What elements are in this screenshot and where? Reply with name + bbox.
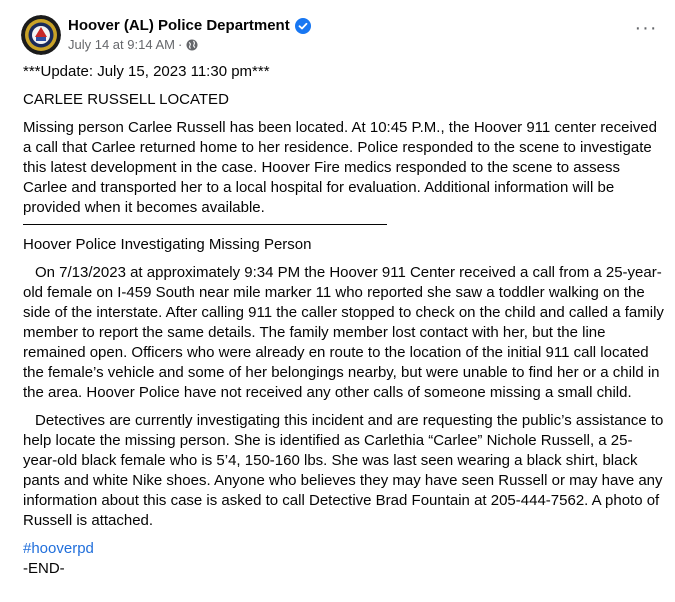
located-heading: CARLEE RUSSELL LOCATED — [23, 91, 229, 108]
page-avatar[interactable] — [21, 15, 61, 55]
hashtag-link[interactable]: #hooverpd — [23, 540, 94, 557]
verified-badge-icon — [295, 18, 311, 34]
police-badge-logo — [21, 15, 61, 55]
paragraph-1: On 7/13/2023 at approximately 9:34 PM the Hoover 911 Center received a call from a 25-year-old female on I-459 South near mile marker 11 who reported she saw a toddler walking on the side of the interstate. After calling 911 the caller stopped to check on the child and called a family member to report the same details. The family member lost contact with her, but the line remained open. Officers who were already en route to the location of the initial 911 call located the female’s vehicle and some of her belongings nearby, but were unable to find her or a child in the area. Hoover Police have not received any other calls of someone missing a small child. — [23, 264, 664, 401]
page-name-text[interactable]: Hoover (AL) Police Department — [68, 17, 290, 34]
paragraph-2: Detectives are currently investigating this incident and are requesting the public’s assistance to help locate the missing person. She is identified as Carlethia “Carlee” Nichole Russell, a 25-year-old black female who is 5’4, 150-160 lbs. She was last seen wearing a black shirt, black pants and white Nike shoes. Anyone who believes they may have seen Russell or may have any information about this case is asked to call Detective Brad Fountain at 205-444-7562. A photo of Russell is attached. — [23, 412, 664, 529]
globe-icon — [186, 39, 198, 51]
section-divider — [23, 224, 387, 225]
post-header — [21, 12, 661, 58]
post-body — [23, 62, 665, 579]
post-meta — [68, 37, 198, 52]
end-marker: -END- — [23, 560, 65, 577]
more-options-button[interactable]: ··· — [634, 17, 658, 39]
investigating-heading: Hoover Police Investigating Missing Person — [23, 236, 312, 253]
located-text: Missing person Carlee Russell has been located. At 10:45 P.M., the Hoover 911 center received a call that Carlee returned home to her residence. Police responded to the scene to investigate this latest development in the case. Hoover Fire medics responded to the scene to assess Carlee and transported her to a local hospital for evaluation. Additional information will be provided when it becomes available. — [23, 119, 657, 216]
meta-separator: · — [177, 37, 183, 52]
page-name[interactable] — [68, 17, 311, 34]
post-timestamp[interactable]: July 14 at 9:14 AM — [68, 37, 175, 52]
update-line: ***Update: July 15, 2023 11:30 pm*** — [23, 63, 270, 80]
